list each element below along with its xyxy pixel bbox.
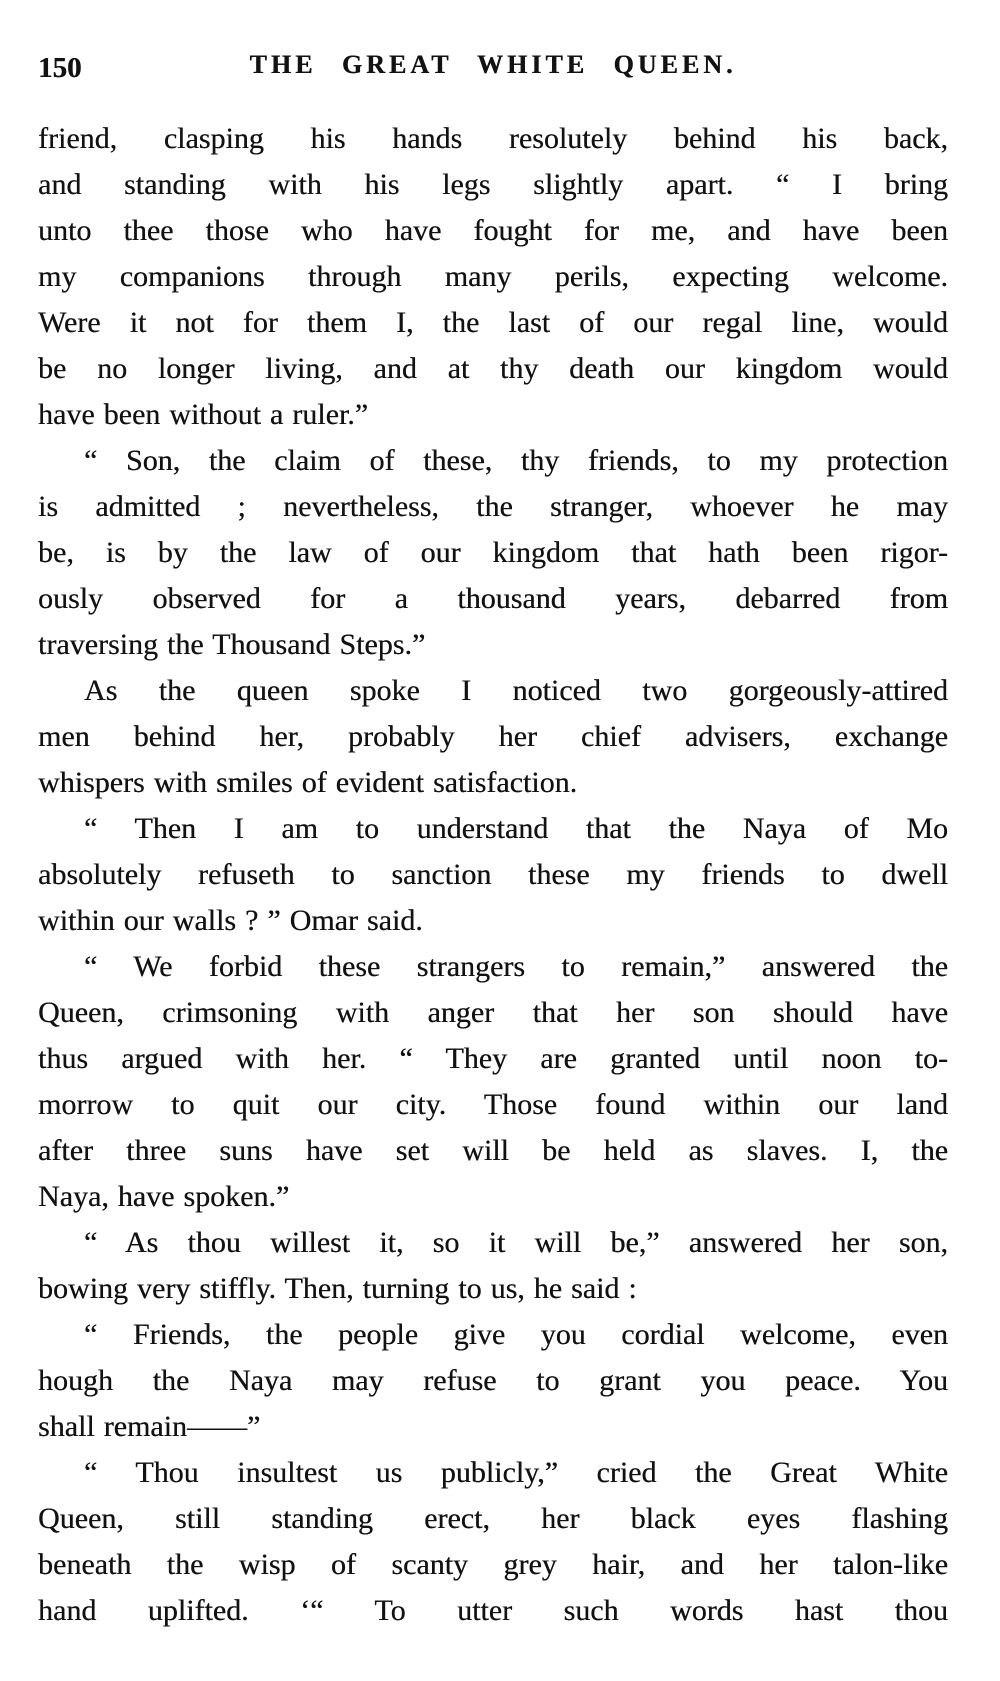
text-line: hough the Naya may refuse to grant you peace. You	[38, 1364, 948, 1397]
text-line: “ Then I am to understand that the Naya of Mo	[84, 812, 948, 845]
text-line: friend, clasping his hands resolutely behind his back,	[38, 122, 948, 155]
paragraph	[38, 944, 948, 1220]
paragraph	[38, 438, 948, 668]
text-line: unto thee those who have fought for me, and have been	[38, 214, 948, 247]
paragraph	[38, 1450, 948, 1634]
text-line: men behind her, probably her chief advisers, exchange	[38, 720, 948, 753]
page-title: THE GREAT WHITE QUEEN.	[249, 50, 737, 79]
text-line: “ We forbid these strangers to remain,” answered the	[84, 950, 948, 983]
text-line: beneath the wisp of scanty grey hair, and her talon-like	[38, 1548, 948, 1581]
running-header	[38, 50, 948, 88]
paragraph	[38, 668, 948, 806]
paragraph	[38, 1312, 948, 1450]
paragraph	[38, 806, 948, 944]
text-line: have been without a ruler.”	[38, 398, 369, 431]
paragraph	[38, 116, 948, 438]
text-line: “ Son, the claim of these, thy friends, to my protection	[84, 444, 948, 477]
text-line: “ Friends, the people give you cordial welcome, even	[84, 1318, 948, 1351]
text-line: whispers with smiles of evident satisfaction.	[38, 766, 578, 799]
text-line: my companions through many perils, expecting welcome.	[38, 260, 948, 293]
text-line: thus argued with her. “ They are granted until noon to-	[38, 1042, 948, 1075]
text-line: is admitted ; nevertheless, the stranger, whoever he may	[38, 490, 948, 523]
text-line: Queen, still standing erect, her black eyes flashing	[38, 1502, 948, 1535]
text-line: As the queen spoke I noticed two gorgeously-attired	[84, 674, 948, 707]
text-line: Naya, have spoken.”	[38, 1180, 290, 1213]
text-line: shall remain——”	[38, 1410, 261, 1443]
body-text	[38, 116, 948, 1634]
text-line: traversing the Thousand Steps.”	[38, 628, 426, 661]
text-line: hand uplifted. ‘“ To utter such words hast thou	[38, 1594, 948, 1627]
text-line: ously observed for a thousand years, debarred from	[38, 582, 948, 615]
text-line: be no longer living, and at thy death our kingdom would	[38, 352, 948, 385]
text-line: Were it not for them I, the last of our regal line, would	[38, 306, 948, 339]
text-line: “ Thou insultest us publicly,” cried the Great White	[84, 1456, 948, 1489]
text-line: within our walls ? ” Omar said.	[38, 904, 423, 937]
text-line: bowing very stiffly. Then, turning to us, he said :	[38, 1272, 637, 1305]
text-line: and standing with his legs slightly apart. “ I bring	[38, 168, 948, 201]
paragraph	[38, 1220, 948, 1312]
text-line: be, is by the law of our kingdom that hath been rigor-	[38, 536, 948, 569]
text-line: after three suns have set will be held as slaves. I, the	[38, 1134, 948, 1167]
text-line: morrow to quit our city. Those found within our land	[38, 1088, 948, 1121]
text-line: absolutely refuseth to sanction these my friends to dwell	[38, 858, 948, 891]
page-number: 150	[38, 52, 82, 84]
text-line: Queen, crimsoning with anger that her son should have	[38, 996, 948, 1029]
text-line: “ As thou willest it, so it will be,” answered her son,	[84, 1226, 948, 1259]
